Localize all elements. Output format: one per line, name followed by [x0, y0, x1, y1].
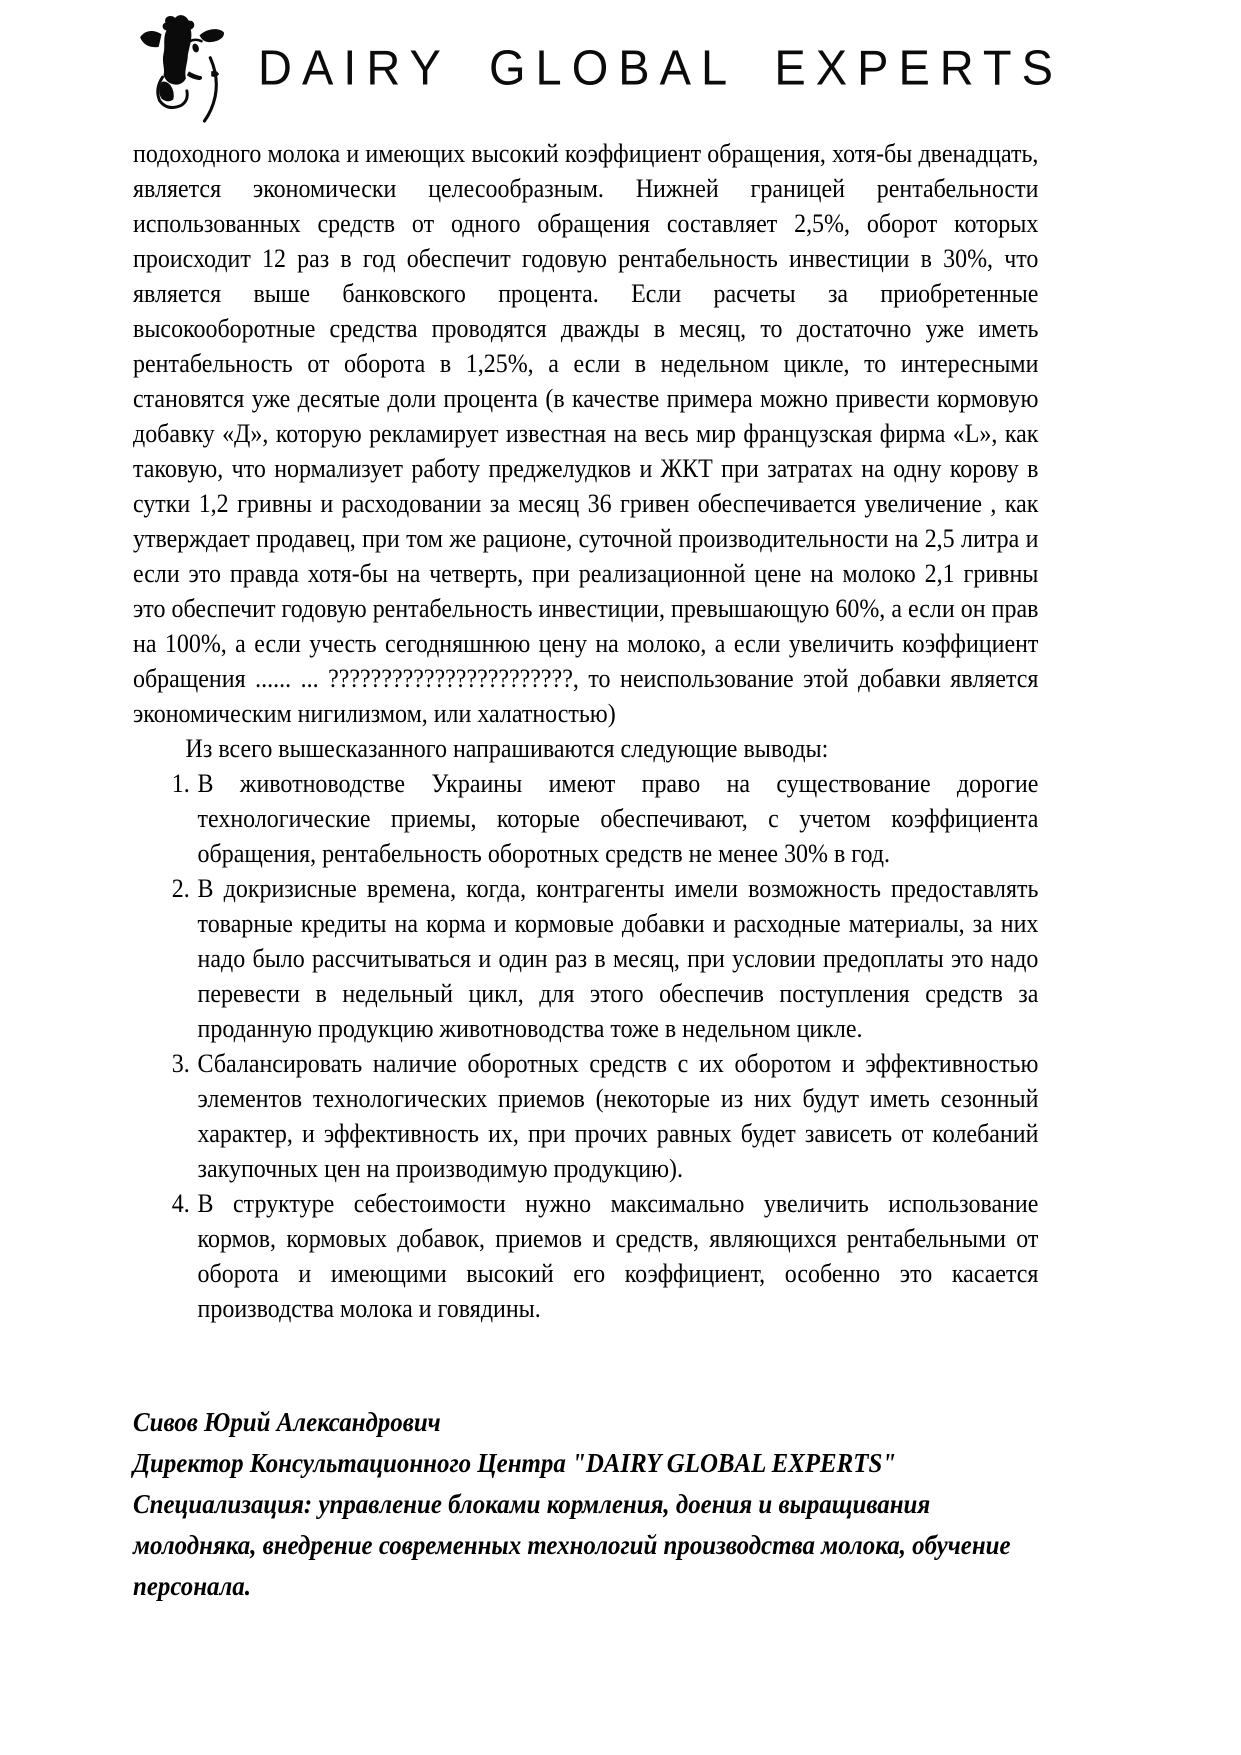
conclusion-item-2: 2. В докризисные времена, когда, контрагенты имели возможность предоставлять товарные кредиты на корма и кормовые добавки и расходные материалы, за них надо было рассчитываться и один раз в месяц, при условии предоплаты это надо перевести в недельный цикл, для этого обеспечив поступления средств за проданную продукцию животноводства тоже в недельном цикле.	[196, 871, 1039, 1046]
signature-title: Директор Консультационного Центра "DAIRY GLOBAL EXPERTS"	[133, 1448, 897, 1478]
conclusion-item-1: 1. В животноводстве Украины имеют право на существование дорогие технологические приемы, которые обеспечивают, с учетом коэффициента обращения, рентабельность оборотных средств не менее 30% в год.	[196, 766, 1039, 871]
conclusion-item-3: 3. Сбалансировать наличие оборотных средств с их оборотом и эффективностью элементов технологических приемов (некоторые из них будут иметь сезонный характер, и эффективность их, при прочих равных будет зависеть от колебаний закупочных цен на производимую продукцию).	[196, 1046, 1039, 1186]
signature-block	[133, 1402, 1038, 1607]
paragraph-main: подоходного молока и имеющих высокий коэффициент обращения, хотя-бы двенадцать, является экономически целесообразным. Нижней границей рентабельности использованных средств от одного обращения составляет 2,5%, оборот которых происходит 12 раз в год обеспечит годовую рентабельность инвестиции в 30%, что является выше банковского процента. Если расчеты за приобретенные высокооборотные средства проводятся дважды в месяц, то достаточно уже иметь рентабельность от оборота в 1,25%, а если в недельном цикле, то интересными становятся уже десятые доли процента (в качестве примера можно привести кормовую добавку «Д», которую рекламирует известная на весь мир французская фирма «L», как таковую, что нормализует работу преджелудков и ЖКТ при затратах на одну корову в сутки 1,2 гривны и расходовании за месяц 36 гривен обеспечивается увеличение , как утверждает продавец, при том же рационе, суточной производительности на 2,5 литра и если это правда хотя-бы на четверть, при реализационной цене на молоко 2,1 гривны это обеспечит годовую рентабельность инвестиции, превышающую 60%, а если он прав на 100%, а если учесть сегодняшнюю цену на молоко, а если увеличить коэффициент обращения ...... ... ???????????????????????, то неиспользование этой добавки является экономическим нигилизмом, или халатностью)	[133, 139, 1039, 728]
cow-head-icon	[128, 11, 236, 123]
letterhead	[0, 0, 1241, 126]
signature-name: Сивов Юрий Александрович	[133, 1407, 441, 1437]
document-body	[133, 136, 1038, 1607]
brand-title: DAIRY GLOBAL EXPERTS	[258, 39, 1063, 95]
conclusions-list	[133, 766, 1038, 1326]
signature-specialization: Специализация: управление блоками кормления, доения и выращивания молодняка, внедрение современных технологий производства молока, обучение персонала.	[133, 1489, 1011, 1601]
conclusion-item-4: 4. В структуре себестоимости нужно максимально увеличить использование кормов, кормовых добавок, приемов и средств, являющихся рентабельными от оборота и имеющими высокий его коэффициент, особенно это касается производства молока и говядины.	[196, 1186, 1039, 1326]
paragraph-intro-conclusions: Из всего вышесказанного напрашиваются следующие выводы:	[185, 734, 829, 763]
